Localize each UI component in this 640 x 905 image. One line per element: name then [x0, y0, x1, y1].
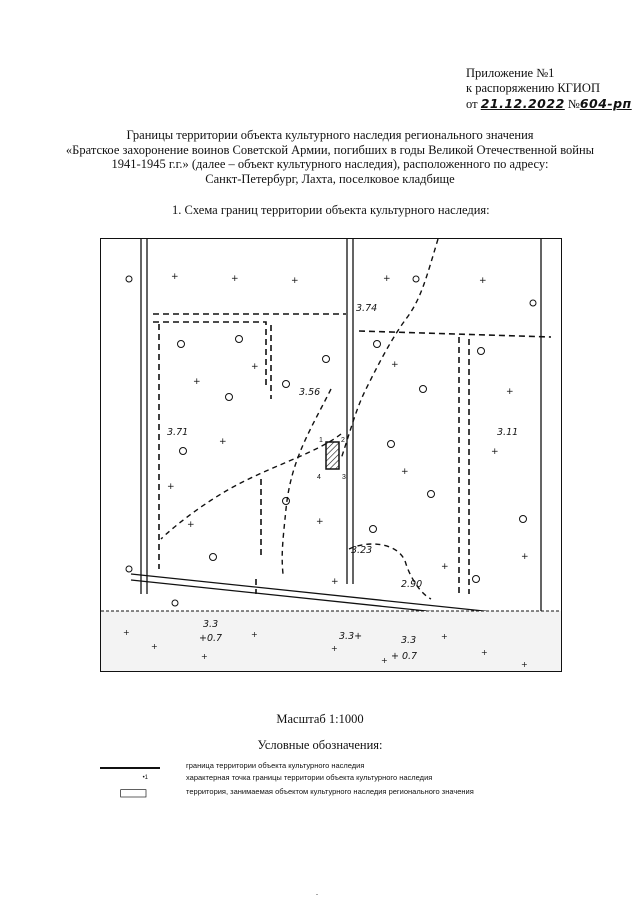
- section-heading: 1. Схема границ территории объекта культурного наследия:: [172, 203, 490, 217]
- svg-text:+: +: [481, 648, 488, 657]
- title-line4: Санкт-Петербург, Лахта, поселковое кладбище: [205, 171, 455, 186]
- svg-text:+: +: [383, 274, 391, 284]
- elevation-labels: [167, 303, 518, 662]
- svg-text:+: +: [251, 362, 259, 372]
- point-label-2: 2: [341, 437, 345, 444]
- contour-lines: [161, 239, 438, 599]
- page-mark: .: [316, 888, 318, 897]
- svg-text:+: +: [441, 632, 448, 641]
- appendix-number: 604-рп: [579, 96, 632, 111]
- svg-text:+: +: [391, 360, 399, 370]
- legend-text-boundary: граница территории объекта культурного наследия: [186, 761, 365, 770]
- map-drawing: [101, 239, 561, 671]
- appendix-date: 21.12.2022: [480, 96, 565, 111]
- cross-symbols: [167, 272, 529, 587]
- svg-text:+: +: [316, 517, 324, 527]
- svg-text:+: +: [291, 276, 299, 286]
- elev-2-90: 2.90: [401, 579, 423, 590]
- svg-text:+: +: [193, 377, 201, 387]
- point-symbol: •1: [142, 775, 148, 781]
- svg-text:+: +: [331, 644, 338, 653]
- appendix-date-prefix: от: [466, 97, 478, 111]
- elev-3-56: 3.56: [299, 387, 321, 398]
- svg-text:+: +: [167, 482, 175, 492]
- heritage-territory: [326, 442, 339, 469]
- territory-box-symbol: [120, 786, 160, 800]
- svg-text:+: +: [219, 437, 227, 447]
- map-scale: Масштаб 1:1000: [276, 712, 364, 726]
- svg-text:+: +: [479, 276, 487, 286]
- svg-text:+: +: [506, 387, 514, 397]
- svg-text:+: +: [491, 447, 499, 457]
- appendix-line1: Приложение №1: [466, 66, 555, 80]
- svg-text:+: +: [441, 562, 449, 572]
- svg-text:+: +: [231, 274, 239, 284]
- elev-0-7-left: +0.7: [199, 633, 223, 644]
- svg-text:+: +: [521, 660, 528, 669]
- elev-3-23: 3.23: [351, 545, 373, 556]
- svg-text:+: +: [521, 552, 529, 562]
- svg-text:+: +: [201, 652, 208, 661]
- document-title: [40, 128, 620, 186]
- svg-text:+: +: [151, 642, 158, 651]
- svg-text:+: +: [251, 630, 258, 639]
- appendix-date-line: [466, 96, 632, 112]
- elev-3-3-right: 3.3: [401, 635, 417, 646]
- svg-text:+: +: [401, 467, 409, 477]
- elev-3-71: 3.71: [167, 427, 189, 438]
- appendix-number-prefix: №: [567, 97, 580, 111]
- svg-text:+: +: [331, 577, 339, 587]
- plot-lines: [131, 239, 541, 623]
- point-label-4: 4: [317, 474, 321, 481]
- elev-3-74: 3.74: [356, 303, 378, 314]
- svg-text:+: +: [171, 272, 179, 282]
- title-line2: «Братское захоронение воинов Советской Армии, погибших в годы Великой Отечественной войны: [65, 142, 595, 157]
- boundary-map: [100, 238, 562, 672]
- elev-3-11: 3.11: [497, 427, 519, 438]
- appendix-line2: к распоряжению КГИОП: [466, 81, 600, 95]
- svg-text:+: +: [187, 520, 195, 530]
- svg-text:+: +: [123, 628, 130, 637]
- title-line3: 1941-1945 г.г.» (далее – объект культурного наследия), расположенного по адресу:: [111, 157, 549, 171]
- legend-text-territory: территория, занимаемая объектом культурного наследия регионального значения: [186, 787, 474, 796]
- title-line1: Границы территории объекта культурного наследия регионального значения: [126, 128, 534, 142]
- legend-text-point: характерная точка границы территории объекта культурного наследия: [186, 773, 433, 782]
- elev-0-7-right: + 0.7: [391, 651, 418, 662]
- legend-title: Условные обозначения:: [257, 738, 383, 752]
- point-label-1: 1: [319, 437, 323, 444]
- boundary-line-symbol: [100, 760, 160, 772]
- point-label-3: 3: [342, 474, 346, 481]
- svg-text:+: +: [381, 656, 388, 665]
- appendix-header: [466, 66, 632, 112]
- road-strip: [101, 611, 561, 671]
- elev-3-3-left: 3.3: [203, 619, 219, 630]
- elev-3-3-mid: 3.3+: [339, 631, 363, 642]
